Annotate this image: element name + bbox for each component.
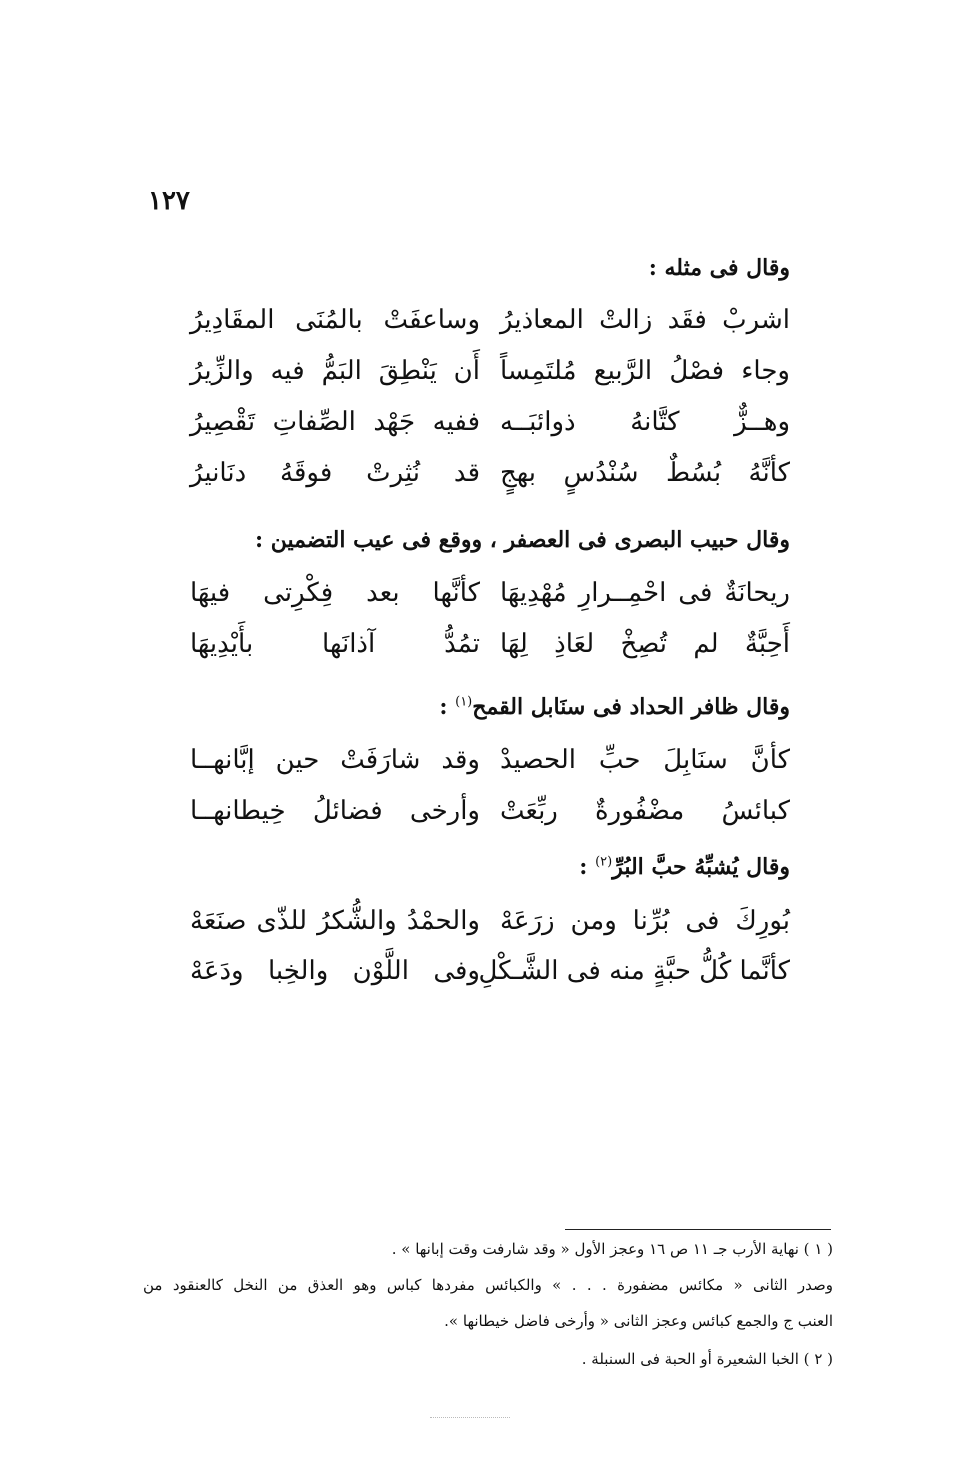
first-hemistich: كأنَّما كُلُّ حبَّةٍ منه فى الشَّـكْلِ: [478, 956, 790, 986]
page-number: ١٢٧: [148, 186, 190, 216]
section-intro-text: وقال يُشبِّهُ حبَّ البُرِّ: [612, 854, 790, 880]
footnote-line: وصدر الثانى « مكائس مضفورة . . . » والكبائس مفردها كباس وهو العذق من النخل كالعنقود من: [143, 1276, 833, 1294]
section-intro-text: وقال ظافر الحداد فى سنَابل القمح: [472, 694, 790, 720]
footnote-separator: [565, 1229, 831, 1230]
second-hemistich: وأرخى فضائلُ خِيطانهــا: [190, 796, 480, 826]
verse-line: [190, 573, 790, 613]
section-intro: [649, 255, 790, 281]
footnote-line: ( ٢ ) الخبا الشعيرة أو الحبة فى السنبلة .: [581, 1350, 833, 1368]
second-hemistich: وساعفَتْ بالمُنَى المقَادِيرُ: [190, 305, 480, 335]
verse-line: [190, 453, 790, 493]
verse-line: [190, 402, 790, 442]
verse-line: [190, 951, 790, 991]
section-intro: [579, 854, 790, 880]
first-hemistich: بُورِكَ فى بُرِّنا ومن زرَعَهْ: [500, 906, 790, 936]
first-hemistich: كأنَّ سنَابِلَ حبِّ الحصيدْ: [500, 745, 790, 775]
section-intro-text: وقال فى مثله :: [648, 255, 790, 281]
footnote-marker: (٢): [595, 854, 613, 870]
section-intro-suffix: :: [439, 694, 456, 720]
first-hemistich: وجاء فصْلُ الرَّبيع مُلتَمِساً: [500, 356, 790, 386]
second-hemistich: كأنَّها بعد فِكْرِتى فيهَا: [190, 578, 480, 608]
first-hemistich: أَحِبَّةٌ لم تُصِخْ لعَاذِ لِهَا: [500, 629, 790, 659]
verse-line: [190, 740, 790, 780]
section-intro-suffix: :: [579, 854, 596, 880]
footnote-line: ( ١ ) نهاية الأرب جـ ١١ ص ١٦ وعجز الأول « وقد شارفت وقت إبانها » .: [391, 1240, 833, 1258]
first-hemistich: وهــزٌّ كتَّانهُ ذوائبَــه: [500, 407, 790, 437]
verse-line: [190, 791, 790, 831]
verse-line: [190, 351, 790, 391]
second-hemistich: والحمْدُ والشُّكرُ للذّى صنَعَهْ: [190, 906, 480, 936]
second-hemistich: وقد شارَفَتْ حين إبَّانهــا: [190, 745, 480, 775]
verse-line: [190, 901, 790, 941]
second-hemistich: وفى اللَّوْن والخِبا ودَعَهْ: [190, 956, 480, 986]
verse-line: [190, 624, 790, 664]
page-edge-mark: [430, 1417, 510, 1418]
second-hemistich: تمُدُّ آذانَها بأَيْدِيهَا: [190, 629, 480, 659]
first-hemistich: كبائسُ مضْفُورةٌ ربِّعَتْ: [500, 796, 790, 826]
footnote-marker: (١): [455, 694, 473, 710]
second-hemistich: أَن يَنْطِقَ البَمُّ فيه والزِّيرُ: [190, 356, 480, 386]
second-hemistich: ففيه جَهْد الصِّفاتِ تَقْصِيرُ: [190, 407, 480, 437]
second-hemistich: قد نُثِرتْ فوقَهُ دنَانيرُ: [190, 458, 480, 488]
section-intro: [439, 694, 790, 720]
section-intro: [255, 527, 790, 553]
section-intro-text: وقال حبيب البصرى فى العصفر ، ووقع فى عيب التضمين :: [255, 527, 790, 553]
verse-line: [190, 300, 790, 340]
first-hemistich: اشربْ فقَد زالتْ المعاذيرُ: [500, 305, 790, 335]
footnote-line: العنب ج والجمع كبائس وعجز الثانى « وأرخى فاضل خيطانها ».: [444, 1312, 833, 1330]
first-hemistich: ريحانَةٌ فى احْمِــرارِ مُهْدِيهَا: [500, 578, 790, 608]
first-hemistich: كأنَّهُ بُسُطٌ سُنْدُسٍ بهجٍ: [500, 458, 790, 488]
